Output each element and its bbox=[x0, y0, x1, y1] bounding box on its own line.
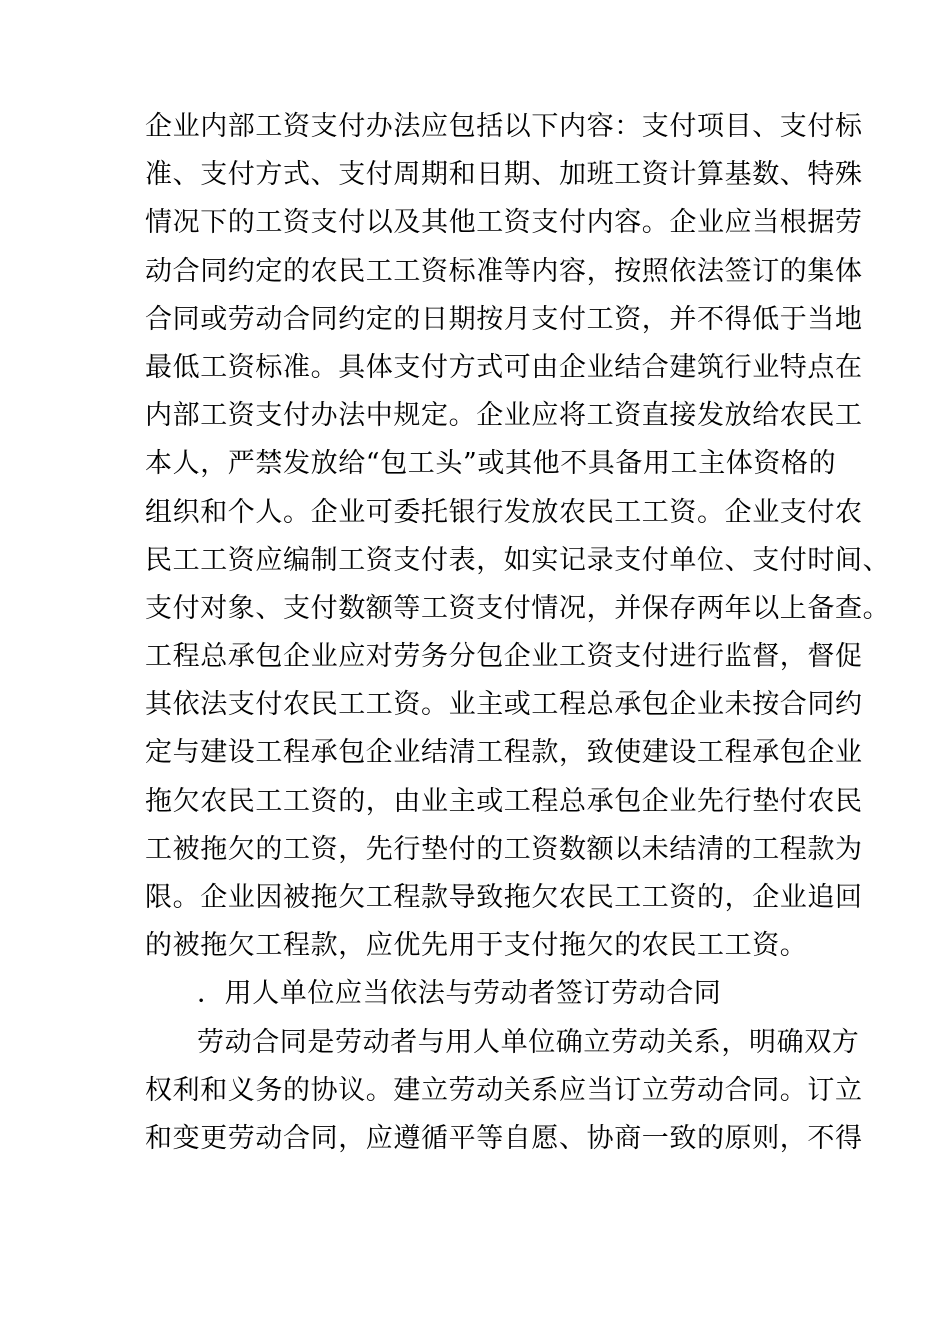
paragraph-line: 和变更劳动合同，应遵循平等自愿、协商一致的原则，不得 bbox=[145, 1122, 863, 1154]
paragraph-line: 工被拖欠的工资，先行垫付的工资数额以未结清的工程款为 bbox=[145, 833, 863, 865]
paragraph-line: 的被拖欠工程款，应优先用于支付拖欠的农民工工资。 bbox=[145, 930, 808, 962]
paragraph-line: 定与建设工程承包企业结清工程款，致使建设工程承包企业 bbox=[145, 737, 863, 769]
paragraph-line: 组织和个人。企业可委托银行发放农民工工资。企业支付农 bbox=[145, 496, 863, 528]
paragraph-line: 合同或劳动合同约定的日期按月支付工资，并不得低于当地 bbox=[145, 303, 863, 335]
paragraph-line: 其依法支付农民工工资。业主或工程总承包企业未按合同约 bbox=[145, 689, 863, 721]
paragraph-line: 企业内部工资支付办法应包括以下内容：支付项目、支付标 bbox=[145, 111, 863, 142]
paragraph-line: 最低工资标准。具体支付方式可由企业结合建筑行业特点在 bbox=[145, 351, 863, 383]
paragraph-line: 民工工资应编制工资支付表，如实记录支付单位、支付时间、 bbox=[145, 544, 891, 576]
paragraph-line: 本人，严禁发放给“包工头”或其他不具备用工主体资格的 bbox=[145, 448, 837, 480]
paragraph-line: 劳动合同是劳动者与用人单位确立劳动关系，明确双方 bbox=[197, 1026, 860, 1058]
paragraph-line: 准、支付方式、支付周期和日期、加班工资计算基数、特殊 bbox=[145, 159, 863, 191]
document-body bbox=[145, 103, 891, 1163]
paragraph-line: 支付对象、支付数额等工资支付情况，并保存两年以上备查。 bbox=[145, 592, 891, 624]
paragraph-line: 权利和义务的协议。建立劳动关系应当订立劳动合同。订立 bbox=[145, 1074, 863, 1106]
section-heading: ．用人单位应当依法与劳动者签订劳动合同 bbox=[197, 978, 722, 1010]
paragraph-line: 情况下的工资支付以及其他工资支付内容。企业应当根据劳 bbox=[145, 207, 863, 239]
paragraph-line: 动合同约定的农民工工资标准等内容，按照依法签订的集体 bbox=[145, 255, 863, 287]
paragraph-line: 限。企业因被拖欠工程款导致拖欠农民工工资的，企业追回 bbox=[145, 882, 863, 913]
paragraph-line: 内部工资支付办法中规定。企业应将工资直接发放给农民工 bbox=[145, 400, 863, 432]
paragraph-line: 拖欠农民工工资的，由业主或工程总承包企业先行垫付农民 bbox=[145, 785, 863, 817]
paragraph-line: 工程总承包企业应对劳务分包企业工资支付进行监督，督促 bbox=[145, 641, 863, 673]
